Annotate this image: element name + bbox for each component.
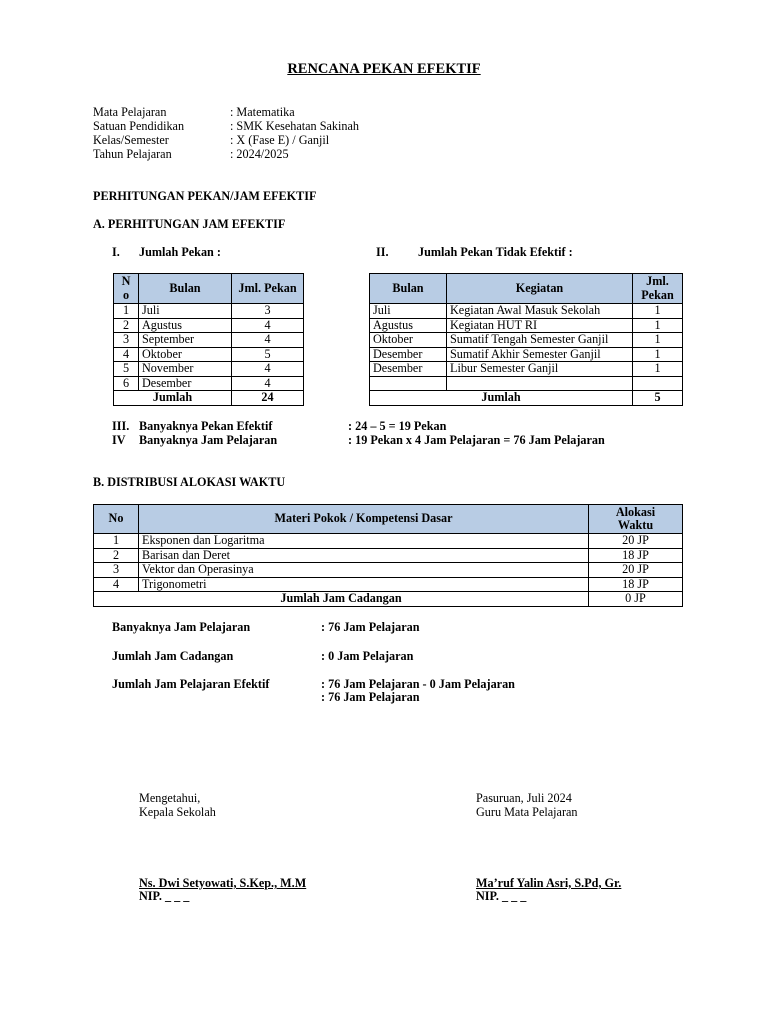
- summary-label: Jumlah Jam Pelajaran Efektif: [112, 677, 270, 691]
- alloc-cell-no: 1: [94, 534, 139, 549]
- ne-cell-bulan: Agustus: [370, 318, 447, 333]
- part2-number: II.: [376, 245, 389, 259]
- table-row: [114, 347, 304, 362]
- weeks-cell-jml: 5: [232, 347, 304, 362]
- alloc-cell-alokasi: 18 JP: [589, 577, 683, 592]
- ne-cell-kegiatan: Libur Semester Ganjil: [447, 362, 633, 377]
- weeks-cell-bulan: Agustus: [139, 318, 232, 333]
- headmaster-name: Ns. Dwi Setyowati, S.Kep., M.M: [139, 876, 307, 890]
- part4-label: Banyaknya Jam Pelajaran: [139, 433, 278, 447]
- alloc-cell-alokasi: 20 JP: [589, 534, 683, 549]
- info-value: : 2024/2025: [230, 147, 289, 161]
- teacher-nip: NIP. _ _ _: [476, 889, 527, 903]
- weeks-cell-bulan: Juli: [139, 304, 232, 319]
- alloc-total-value: 0 JP: [589, 592, 683, 607]
- ne-cell-jml: 1: [633, 318, 683, 333]
- part1-number: I.: [112, 245, 120, 259]
- weeks-cell-bulan: September: [139, 333, 232, 348]
- part4-number: IV: [112, 433, 126, 447]
- summary-label: Jumlah Jam Cadangan: [112, 649, 234, 663]
- signature-right-line2: Guru Mata Pelajaran: [476, 805, 578, 819]
- info-value: : Matematika: [230, 105, 295, 119]
- table-row: [370, 362, 683, 377]
- teacher-name: Ma’ruf Yalin Asri, S.Pd, Gr.: [476, 876, 622, 890]
- part3-number: III.: [112, 419, 130, 433]
- ne-header-jml: Jml. Pekan: [633, 274, 683, 304]
- weeks-cell-bulan: Desember: [139, 376, 232, 391]
- alloc-cell-materi: Trigonometri: [139, 577, 589, 592]
- signature-right-line1: Pasuruan, Juli 2024: [476, 791, 572, 805]
- ne-header-bulan: Bulan: [370, 274, 447, 304]
- signature-right: [476, 791, 578, 819]
- alloc-cell-no: 3: [94, 563, 139, 578]
- weeks-cell-no: 3: [114, 333, 139, 348]
- alloc-cell-materi: Eksponen dan Logaritma: [139, 534, 589, 549]
- alloc-total-label: Jumlah Jam Cadangan: [94, 592, 589, 607]
- weeks-cell-jml: 4: [232, 376, 304, 391]
- part3-label: Banyaknya Pekan Efektif: [139, 419, 273, 433]
- alloc-total-row: [94, 592, 683, 607]
- table-row: [114, 318, 304, 333]
- table-row: [114, 333, 304, 348]
- alloc-cell-alokasi: 18 JP: [589, 548, 683, 563]
- info-value: : SMK Kesehatan Sakinah: [230, 119, 359, 133]
- ne-cell-jml: 1: [633, 333, 683, 348]
- weeks-cell-bulan: November: [139, 362, 232, 377]
- weeks-total-label: Jumlah: [114, 391, 232, 406]
- alloc-cell-materi: Barisan dan Deret: [139, 548, 589, 563]
- part3-value: : 24 – 5 = 19 Pekan: [348, 419, 447, 433]
- alloc-cell-no: 2: [94, 548, 139, 563]
- signature-left-line1: Mengetahui,: [139, 791, 201, 805]
- alloc-cell-alokasi: 20 JP: [589, 563, 683, 578]
- weeks-cell-jml: 3: [232, 304, 304, 319]
- weeks-cell-no: 4: [114, 347, 139, 362]
- weeks-header-bulan: Bulan: [139, 274, 232, 304]
- ne-cell-kegiatan: [447, 376, 633, 391]
- weeks-cell-jml: 4: [232, 318, 304, 333]
- table-row: [370, 304, 683, 319]
- info-value: : X (Fase E) / Ganjil: [230, 133, 330, 147]
- info-label: Kelas/Semester: [93, 133, 169, 147]
- weeks-cell-no: 2: [114, 318, 139, 333]
- table-row: [370, 347, 683, 362]
- weeks-cell-bulan: Oktober: [139, 347, 232, 362]
- weeks-cell-jml: 4: [232, 333, 304, 348]
- summary-value-continued: : 76 Jam Pelajaran: [321, 690, 420, 704]
- table-row: [114, 376, 304, 391]
- alloc-cell-materi: Vektor dan Operasinya: [139, 563, 589, 578]
- allocation-table: [93, 504, 683, 607]
- table-row: [94, 563, 683, 578]
- weeks-header-jml: Jml. Pekan: [232, 274, 304, 304]
- section-b-heading: B. DISTRIBUSI ALOKASI WAKTU: [93, 475, 286, 489]
- alloc-header-materi: Materi Pokok / Kompetensi Dasar: [139, 505, 589, 534]
- table-row: [370, 333, 683, 348]
- weeks-cell-no: 1: [114, 304, 139, 319]
- ne-cell-bulan: Desember: [370, 347, 447, 362]
- weeks-cell-no: 5: [114, 362, 139, 377]
- weeks-cell-no: 6: [114, 376, 139, 391]
- info-label: Tahun Pelajaran: [93, 147, 172, 161]
- alloc-cell-no: 4: [94, 577, 139, 592]
- non-effective-weeks-table: [369, 273, 683, 406]
- document-title: RENCANA PEKAN EFEKTIF: [287, 61, 481, 77]
- signature-left: [139, 791, 216, 819]
- section-a-heading: A. PERHITUNGAN JAM EFEKTIF: [93, 217, 286, 231]
- part2-label: Jumlah Pekan Tidak Efektif :: [418, 245, 573, 259]
- ne-cell-kegiatan: Kegiatan HUT RI: [447, 318, 633, 333]
- ne-total-label: Jumlah: [370, 391, 633, 406]
- table-row: [114, 362, 304, 377]
- table-row: [370, 376, 683, 391]
- ne-total-value: 5: [633, 391, 683, 406]
- ne-cell-jml: 1: [633, 362, 683, 377]
- headmaster-nip: NIP. _ _ _: [139, 889, 190, 903]
- ne-cell-jml: 1: [633, 304, 683, 319]
- part4-value: : 19 Pekan x 4 Jam Pelajaran = 76 Jam Pelajaran: [348, 433, 605, 447]
- ne-cell-kegiatan: Sumatif Akhir Semester Ganjil: [447, 347, 633, 362]
- weeks-header-no: N o: [114, 274, 139, 304]
- info-label: Mata Pelajaran: [93, 105, 167, 119]
- ne-cell-bulan: Oktober: [370, 333, 447, 348]
- alloc-header-alokasi: Alokasi Waktu: [589, 505, 683, 534]
- ne-cell-kegiatan: Sumatif Tengah Semester Ganjil: [447, 333, 633, 348]
- ne-cell-jml: 1: [633, 347, 683, 362]
- table-row: [114, 304, 304, 319]
- weeks-total-value: 24: [232, 391, 304, 406]
- weeks-cell-jml: 4: [232, 362, 304, 377]
- summary-value: : 0 Jam Pelajaran: [321, 649, 414, 663]
- ne-total-row: [370, 391, 683, 406]
- ne-cell-jml: [633, 376, 683, 391]
- ne-cell-bulan: Juli: [370, 304, 447, 319]
- ne-cell-bulan: Desember: [370, 362, 447, 377]
- alloc-header-no: No: [94, 505, 139, 534]
- weeks-table: [113, 273, 304, 406]
- table-row: [370, 318, 683, 333]
- summary-value: : 76 Jam Pelajaran - 0 Jam Pelajaran: [321, 677, 515, 691]
- signature-left-line2: Kepala Sekolah: [139, 805, 216, 819]
- summary-value: : 76 Jam Pelajaran: [321, 620, 420, 634]
- ne-header-kegiatan: Kegiatan: [447, 274, 633, 304]
- table-row: [94, 548, 683, 563]
- info-label: Satuan Pendidikan: [93, 119, 185, 133]
- weeks-total-row: [114, 391, 304, 406]
- info-block: [93, 105, 359, 161]
- section-main-heading: PERHITUNGAN PEKAN/JAM EFEKTIF: [93, 189, 317, 203]
- table-row: [94, 534, 683, 549]
- summary-label: Banyaknya Jam Pelajaran: [112, 620, 251, 634]
- table-row: [94, 577, 683, 592]
- ne-cell-bulan: [370, 376, 447, 391]
- ne-cell-kegiatan: Kegiatan Awal Masuk Sekolah: [447, 304, 633, 319]
- part1-label: Jumlah Pekan :: [139, 245, 221, 259]
